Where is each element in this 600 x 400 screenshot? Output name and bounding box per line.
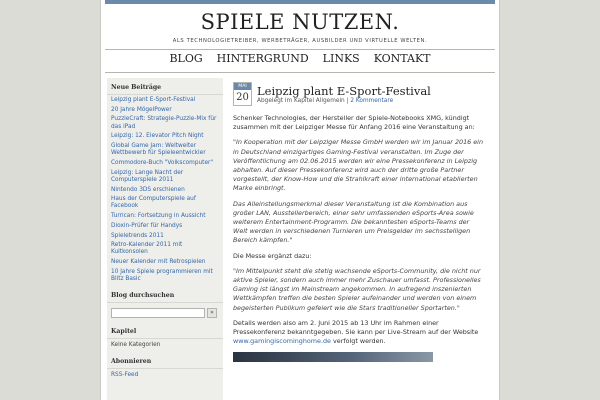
main-nav [101,52,499,70]
recent-post-link[interactable]: 10 Jahre Spiele programmieren mit Blitz Basic [111,268,213,283]
nav-blog[interactable]: BLOG [169,52,203,65]
recent-post-link[interactable]: Dioxin-Prüfer für Handys [111,222,183,229]
post-image [233,352,433,362]
recent-post-link[interactable]: Leipzig plant E-Sport-Festival [111,97,196,103]
recent-posts-heading: Neue Beiträge [107,78,223,95]
post-details-text: Details werden also am 2. Juni 2015 ab 13 Uhr im Rahmen einer Pressekonferenz bekanntgegeben. Sie kann per Live-Stream auf der Website [233,318,479,337]
recent-post-link[interactable]: Global Game Jam: Weltweiter Wettbewerb für Spieleentwickler [111,143,206,157]
recent-post-link[interactable]: Neuer Kalender mit Retrospielen [111,259,206,266]
search-button[interactable]: » [207,308,217,318]
post-quote: "In Kooperation mit der Leipziger Messe GmbH werden wir im Januar 2016 ein in Deutschland einzigartiges Gaming-Festival veranstalten. Im Zuge der Veröffentlichung am 02.06.2015 werden wir eine Pressekonferenz in Leipzig abhalten. Auf dieser Pressekonferenz wird auch der dritte große Partner vorgestellt, der Know-How und die Strahlkraft einer international etablierten Marke einbringt. [233,138,483,193]
category-heading: Kapitel [107,322,223,339]
subscribe-heading: Abonnieren [107,352,223,369]
main-content [233,82,487,400]
recent-post-link[interactable]: Nintendo 3DS erschienen [111,186,185,193]
recent-post-link[interactable]: Leipzig: 12. Elevator Pitch Night [111,133,204,140]
post-paragraph: Die Messe ergänzt dazu: [233,251,312,260]
rss-feed-link[interactable]: RSS-Feed [111,371,139,378]
post-comments-link[interactable]: 2 Kommentare [350,98,394,104]
nav-kontakt[interactable]: KONTAKT [373,52,431,65]
category-empty-text: Keine Kategorien [111,341,161,348]
nav-divider-bottom [105,72,495,73]
recent-posts-list [107,95,223,283]
post-date-month: MAI [234,83,251,90]
post-date-badge [233,82,252,106]
post-meta [257,98,393,104]
gaming-website-link[interactable]: www.gamingiscominghome.de [233,337,331,346]
site-title[interactable]: SPIELE NUTZEN. [200,10,400,34]
recent-post-link[interactable]: Haus der Computerspiele auf Facebook [111,196,196,210]
post-paragraph [233,319,485,347]
recent-post-link[interactable]: Turrican: Fortsetzung in Aussicht [111,213,206,220]
top-accent-bar [105,0,495,4]
page-container [100,0,500,400]
post-body [233,114,485,362]
post-quote: "Im Mittelpunkt steht die stetig wachsende eSports-Community, die nicht nur aktive Spieler, sondern auch immer mehr Zuschauer umfasst. Professionelles Gaming ist längst im Mainstream angekommen. In aufregend inszenierten Wettkämpfen treffen die besten Spieler aufeinander und werden von einem begeisterten Publikum gefeiert wie die Stars traditioneller Sportarten." [233,266,481,312]
post-date-day: 20 [236,92,249,103]
recent-post-link[interactable]: Retro-Kalender 2011 mit Kultkonsolen [111,242,183,256]
site-tagline: ALS TECHNOLOGIETREIBER, WERBETRÄGER, AUSBILDER UND VIRTUELLE WELTEN. [172,38,428,44]
search-input[interactable] [111,308,205,318]
post-title[interactable]: Leipzig plant E-Sport-Festival [257,84,431,98]
recent-post-link[interactable]: Leipzig: Lange Nacht der Computerspiele 2011 [111,169,184,183]
search-form [107,303,223,322]
recent-post-link[interactable]: Spieletrends 2011 [111,232,164,239]
post-meta-category: Abgelegt im Kapitel Allgemein | [257,98,351,104]
nav-divider-top [105,49,495,50]
nav-hintergrund[interactable]: HINTERGRUND [216,52,309,65]
post-details-suffix: verfolgt werden. [330,337,386,346]
recent-post-link[interactable]: Commodore-Buch "Volkscomputer" [111,159,214,166]
recent-post-link[interactable]: PuzzleCraft: Strategie-Puzzle-Mix für das iPad [111,116,217,130]
nav-links[interactable]: LINKS [322,52,360,65]
sidebar [107,78,223,400]
post-quote: Das Alleinstellungsmerkmal dieser Veranstaltung ist die Kombination aus großer LAN, Ausstellerbereich, einer sehr umfassenden eSports-Area sowie weiterem Entertainment-Programm. Die bekanntesten eSports-Teams der Welt werden in verschiedenen Turnieren um Preisgelder im sechsstelligen Bereich kämpfen." [233,199,474,245]
recent-post-link[interactable]: 20 Jahre MögelPower [111,106,172,113]
post-paragraph: Schenker Technologies, der Hersteller der Spiele-Notebooks XMG, kündigt zusammen mit der Leipziger Messe für Anfang 2016 eine Veranstaltung an: [233,114,475,132]
search-heading: Blog durchsuchen [107,286,223,303]
